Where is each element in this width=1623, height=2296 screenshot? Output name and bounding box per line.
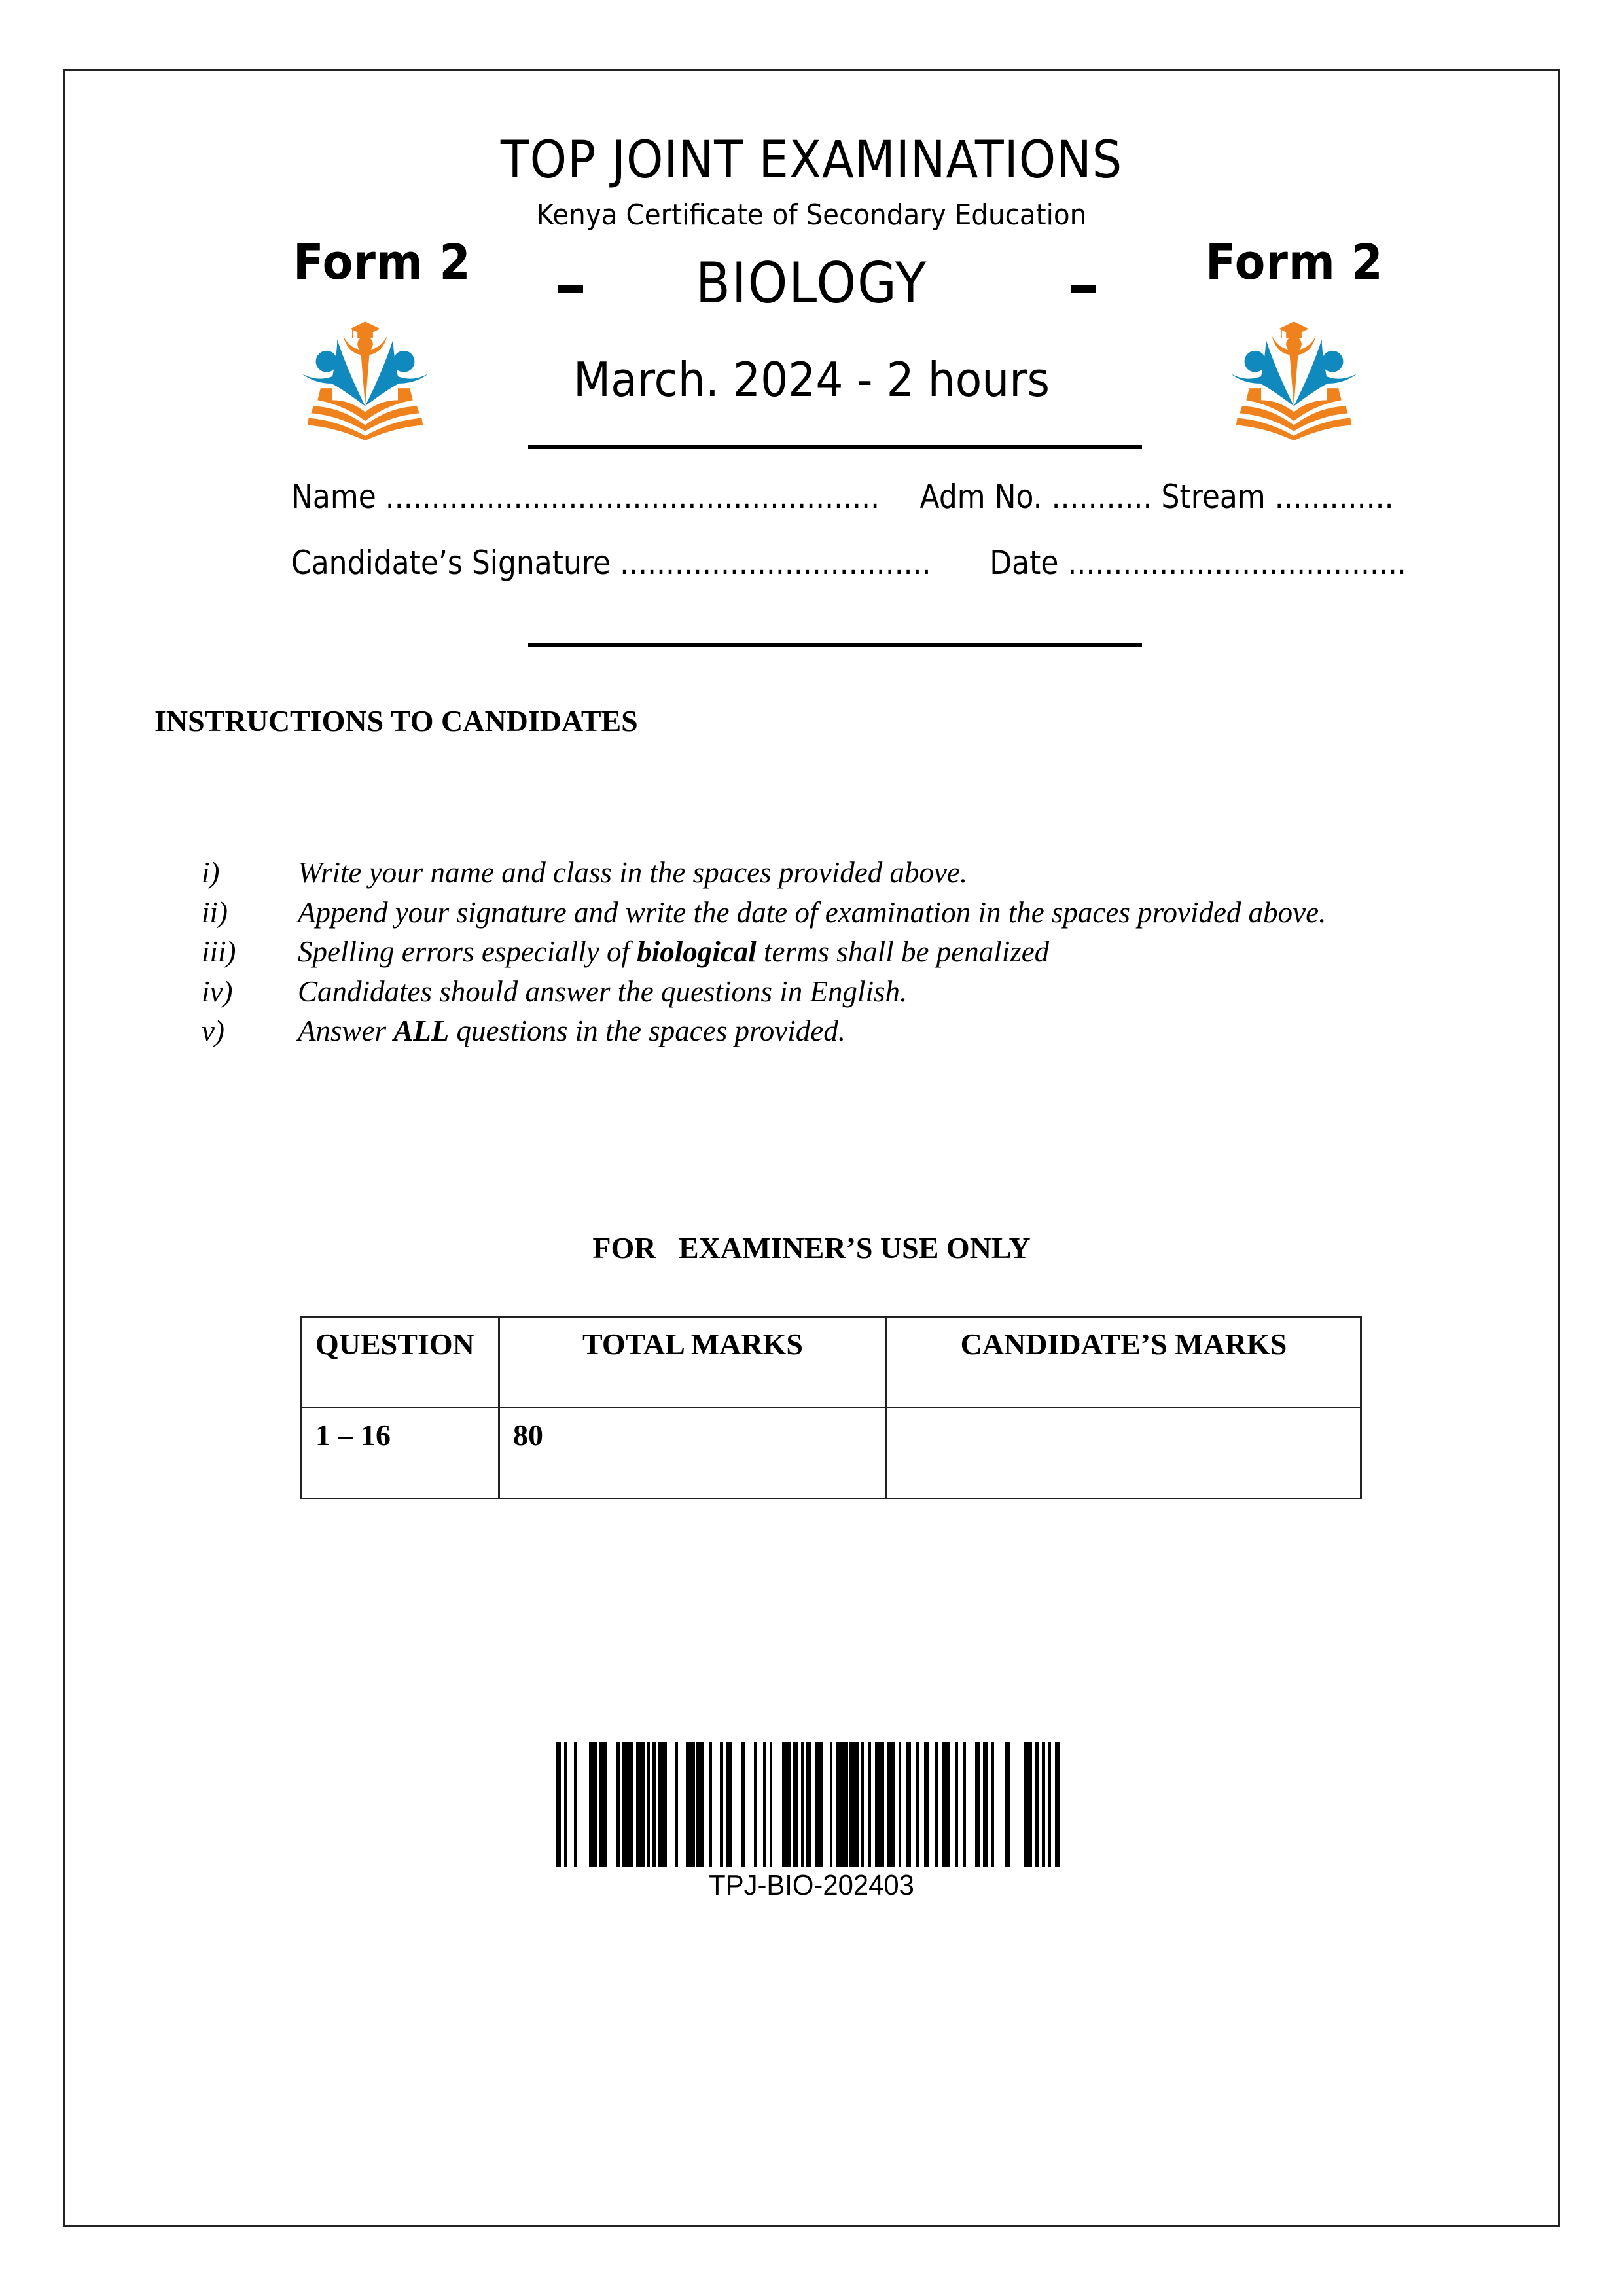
name-field[interactable]: ...................................................... xyxy=(385,478,880,516)
adm-no-label: Adm No. xyxy=(919,478,1043,516)
instruction-item xyxy=(202,972,1326,1012)
column-header-question: QUESTION xyxy=(302,1317,499,1408)
table-header-row xyxy=(302,1317,1361,1408)
instruction-text: Append your signature and write the date of examination in the spaces provided above. xyxy=(298,895,1327,929)
marks-table xyxy=(300,1316,1362,1499)
date-label: Date xyxy=(990,544,1059,582)
instructions-title: INSTRUCTIONS TO CANDIDATES xyxy=(154,704,638,738)
date-field[interactable]: ..................................... xyxy=(1067,544,1406,582)
signature-label: Candidate’s Signature xyxy=(291,544,611,582)
candidate-info-row-1 xyxy=(291,478,1394,516)
education-logo-icon xyxy=(290,311,440,442)
instruction-emphasis: ALL xyxy=(393,1014,450,1047)
instruction-item xyxy=(202,932,1326,972)
name-label: Name xyxy=(291,478,376,516)
instruction-text-tail: terms shall be penalized xyxy=(756,935,1050,968)
instruction-text: Answer xyxy=(298,1014,394,1047)
cell-candidate-marks[interactable] xyxy=(887,1408,1361,1499)
education-logo-icon xyxy=(1219,311,1369,442)
instruction-number: iii) xyxy=(202,935,236,968)
form-level-right: Form 2 xyxy=(1205,234,1383,291)
instruction-number: i) xyxy=(202,856,220,889)
stream-label: Stream xyxy=(1161,478,1266,516)
instruction-text: Write your name and class in the spaces provided above. xyxy=(298,856,968,889)
instruction-number: ii) xyxy=(202,895,228,929)
examiner-section-title: FOR EXAMINER’S USE ONLY xyxy=(592,1231,1031,1265)
stream-field[interactable]: ............. xyxy=(1274,478,1394,516)
exam-date-duration: March. 2024 - 2 hours xyxy=(573,352,1050,407)
adm-no-field[interactable]: ........... xyxy=(1051,478,1152,516)
header-divider-bottom xyxy=(528,643,1142,647)
cell-total-marks: 80 xyxy=(499,1408,887,1499)
barcode-code: TPJ-BIO-202403 xyxy=(709,1869,914,1901)
header-divider-top xyxy=(528,445,1142,449)
subject-title: BIOLOGY xyxy=(695,251,928,316)
candidate-info-row-2 xyxy=(291,544,1406,582)
dash-right-icon xyxy=(1071,285,1096,293)
instruction-text-tail: questions in the spaces provided. xyxy=(449,1014,846,1047)
instruction-text: Spelling errors especially of xyxy=(298,935,637,968)
instruction-text: Candidates should answer the questions in English. xyxy=(298,975,908,1008)
table-row xyxy=(302,1408,1361,1499)
instruction-item xyxy=(202,853,1326,893)
instruction-number: v) xyxy=(202,1014,224,1047)
instruction-number: iv) xyxy=(202,975,233,1008)
cell-question-range: 1 – 16 xyxy=(302,1408,499,1499)
certificate-subtitle: Kenya Certificate of Secondary Education xyxy=(536,198,1087,232)
instruction-item xyxy=(202,1011,1326,1051)
column-header-candidate-marks: CANDIDATE’S MARKS xyxy=(887,1317,1361,1408)
signature-field[interactable]: .................................. xyxy=(620,544,931,582)
form-level-left: Form 2 xyxy=(293,234,471,291)
barcode-icon xyxy=(556,1742,1060,1867)
instruction-item xyxy=(202,893,1326,933)
instructions-list xyxy=(202,853,1326,1051)
instruction-emphasis: biological xyxy=(637,935,757,968)
organization-title: TOP JOINT EXAMINATIONS xyxy=(500,131,1123,190)
column-header-total-marks: TOTAL MARKS xyxy=(499,1317,887,1408)
